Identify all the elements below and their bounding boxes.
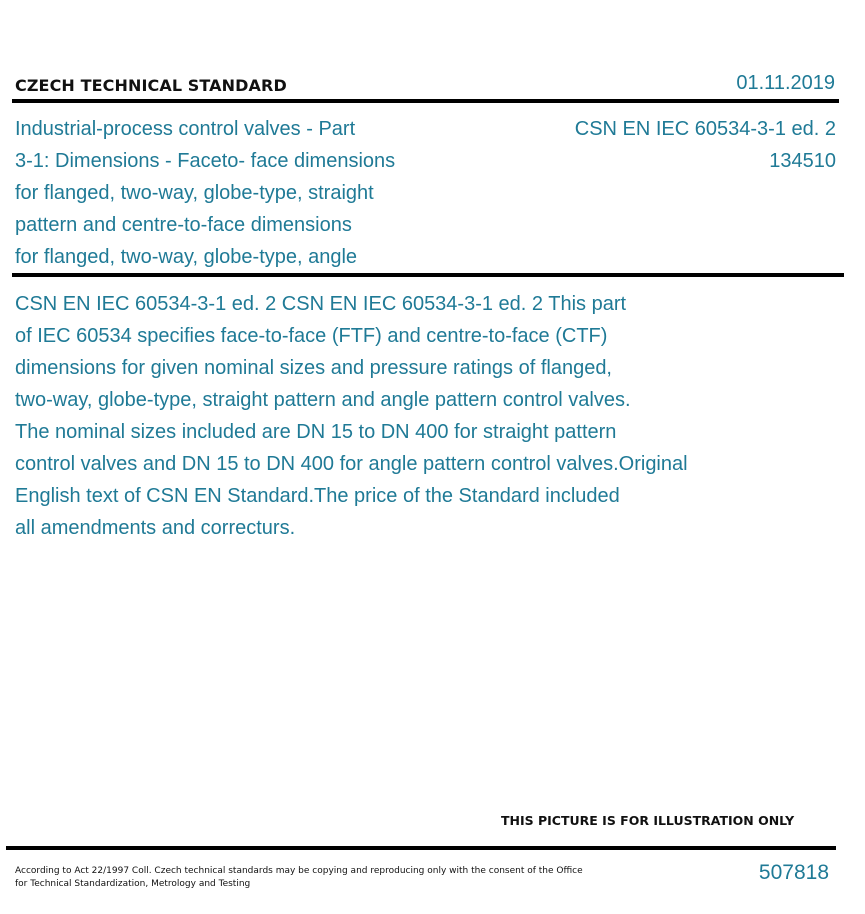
title-line: for flanged, two-way, globe-type, angle [15, 246, 358, 268]
description-line: control valves and DN 15 to DN 400 for angle pattern control valves.Original [15, 453, 688, 475]
title-line: Industrial-process control valves - Part [15, 118, 356, 140]
description-line: CSN EN IEC 60534-3-1 ed. 2 CSN EN IEC 60534-3-1 ed. 2 This part [15, 293, 627, 315]
publication-date: 01.11.2019 [736, 72, 835, 94]
legal-line: for Technical Standardization, Metrology and Testing [15, 878, 251, 889]
standard-title [15, 113, 455, 273]
legal-notice [15, 865, 583, 890]
standard-description [15, 288, 835, 544]
description-line: all amendments and correcturs. [15, 517, 296, 539]
description-line: two-way, globe-type, straight pattern and angle pattern control valves. [15, 389, 631, 411]
document-type-label: CZECH TECHNICAL STANDARD [15, 76, 287, 95]
footer-divider [6, 846, 836, 850]
standard-identifiers [575, 113, 836, 177]
title-line: pattern and centre-to-face dimensions [15, 214, 352, 236]
description-line: English text of CSN EN Standard.The price of the Standard included [15, 485, 620, 507]
illustration-disclaimer: THIS PICTURE IS FOR ILLUSTRATION ONLY [501, 813, 795, 828]
header-divider [12, 99, 839, 103]
standard-number: 134510 [769, 150, 836, 172]
description-line: The nominal sizes included are DN 15 to DN 400 for straight pattern [15, 421, 617, 443]
legal-line: According to Act 22/1997 Coll. Czech technical standards may be copying and reproducing only with the consent of the Office [15, 866, 583, 876]
title-line: for flanged, two-way, globe-type, straight [15, 182, 374, 204]
description-line: of IEC 60534 specifies face-to-face (FTF) and centre-to-face (CTF) [15, 325, 608, 347]
catalog-number: 507818 [758, 861, 829, 884]
standard-code: CSN EN IEC 60534-3-1 ed. 2 [574, 118, 836, 140]
title-line: 3-1: Dimensions - Faceto- face dimensions [15, 150, 396, 172]
description-line: dimensions for given nominal sizes and pressure ratings of flanged, [15, 357, 612, 379]
title-divider [12, 273, 844, 277]
